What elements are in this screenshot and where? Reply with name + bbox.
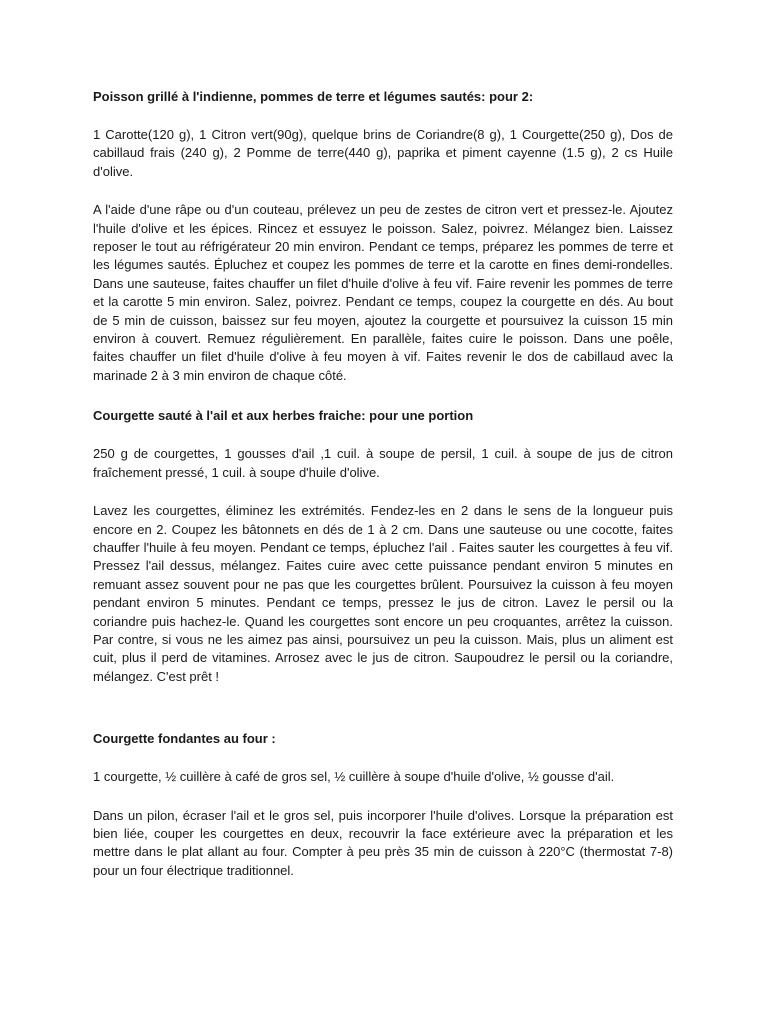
- recipe-poisson-grille: [93, 88, 673, 385]
- recipe-instructions: Dans un pilon, écraser l'ail et le gros sel, puis incorporer l'huile d'olives. Lorsque la préparation est bien liée, couper les courgettes en deux, recouvrir la face extérieure avec la préparation et les mettre dans le plat allant au four. Compter à peu près 35 min de cuisson à 220°C (thermostat 7-8) pour un four électrique traditionnel.: [93, 807, 673, 878]
- recipe-ingredients: 1 Carotte(120 g), 1 Citron vert(90g), quelque brins de Coriandre(8 g), 1 Courgette(250 g), Dos de cabillaud frais (240 g), 2 Pomme de terre(440 g), paprika et piment cayenne (1.5 g), 2 cs Huile d'olive.: [93, 127, 673, 179]
- recipe-title: Poisson grillé à l'indienne, pommes de terre et légumes sautés: pour 2:: [93, 89, 534, 104]
- document-page: [93, 88, 673, 880]
- recipe-title: Courgette fondantes au four :: [93, 731, 276, 747]
- recipe-instructions: A l'aide d'une râpe ou d'un couteau, prélevez un peu de zestes de citron vert et pressez-le. Ajoutez l'huile d'olive et les épices. Rincez et essuyez le poisson. Salez, poivrez. Mélangez bien. Laissez reposer le tout au réfrigérateur 20 min environ. Pendant ce temps, préparez les pommes de terre et les légumes sautés. Épluchez et coupez les pommes de terre et la carotte en fines demi-rondelles. Dans une sauteuse, faites chauffer un filet d'huile d'olive à feu vif. Faire revenir les pommes de terre et la carotte 5 min environ. Salez, poivrez. Pendant ce temps, coupez la courgette en dés. Au bout de 5 min de cuisson, baissez sur feu moyen, ajoutez la courgette et poursuivez la cuisson 15 min environ à couvert. Remuez régulièrement. En parallèle, faites cuire le poisson. Dans une poêle, faites chauffer un filet d'huile d'olive à feu moyen à vif. Faites revenir le dos de cabillaud avec la marinade 2 à 3 min environ de chaque côté.: [93, 202, 673, 383]
- recipe-instructions: Lavez les courgettes, éliminez les extrémités. Fendez-les en 2 dans le sens de la longueur puis encore en 2. Coupez les bâtonnets en dés de 1 à 2 cm. Dans une sauteuse ou une cocotte, faites chauffer l'huile à feu moyen. Pendant ce temps, épluchez l'ail . Faites sauter les courgettes à feu vif. Pressez l'ail dessus, mélangez. Faites cuire avec cette puissance pendant environ 5 minutes en remuant assez souvent pour ne pas que les courgettes brûlent. Poursuivez la cuisson à feu moyen pendant environ 5 minutes. Pendant ce temps, pressez le jus de citron. Lavez le persil ou la coriandre puis hachez-le. Quand les courgettes sont encore un peu croquantes, arrêtez la cuisson. Par contre, si vous ne les aimez pas ainsi, poursuivez un peu la cuisson. Mais, plus un aliment est cuit, plus il perd de vitamines. Arrosez avec le jus de citron. Saupoudrez le persil ou la coriandre, mélangez. C'est prêt !: [93, 503, 673, 684]
- recipe-ingredients: 1 courgette, ½ cuillère à café de gros sel, ½ cuillère à soupe d'huile d'olive, ½ gousse d'ail.: [93, 769, 615, 785]
- recipe-courgette-fondantes: [93, 730, 673, 880]
- recipe-ingredients: 250 g de courgettes, 1 gousses d'ail ,1 cuil. à soupe de persil, 1 cuil. à soupe de jus de citron fraîchement pressé, 1 cuil. à soupe d'huile d'olive.: [93, 446, 673, 480]
- recipe-title: Courgette sauté à l'ail et aux herbes fraiche: pour une portion: [93, 408, 474, 424]
- recipe-courgette-sautee: [93, 407, 673, 686]
